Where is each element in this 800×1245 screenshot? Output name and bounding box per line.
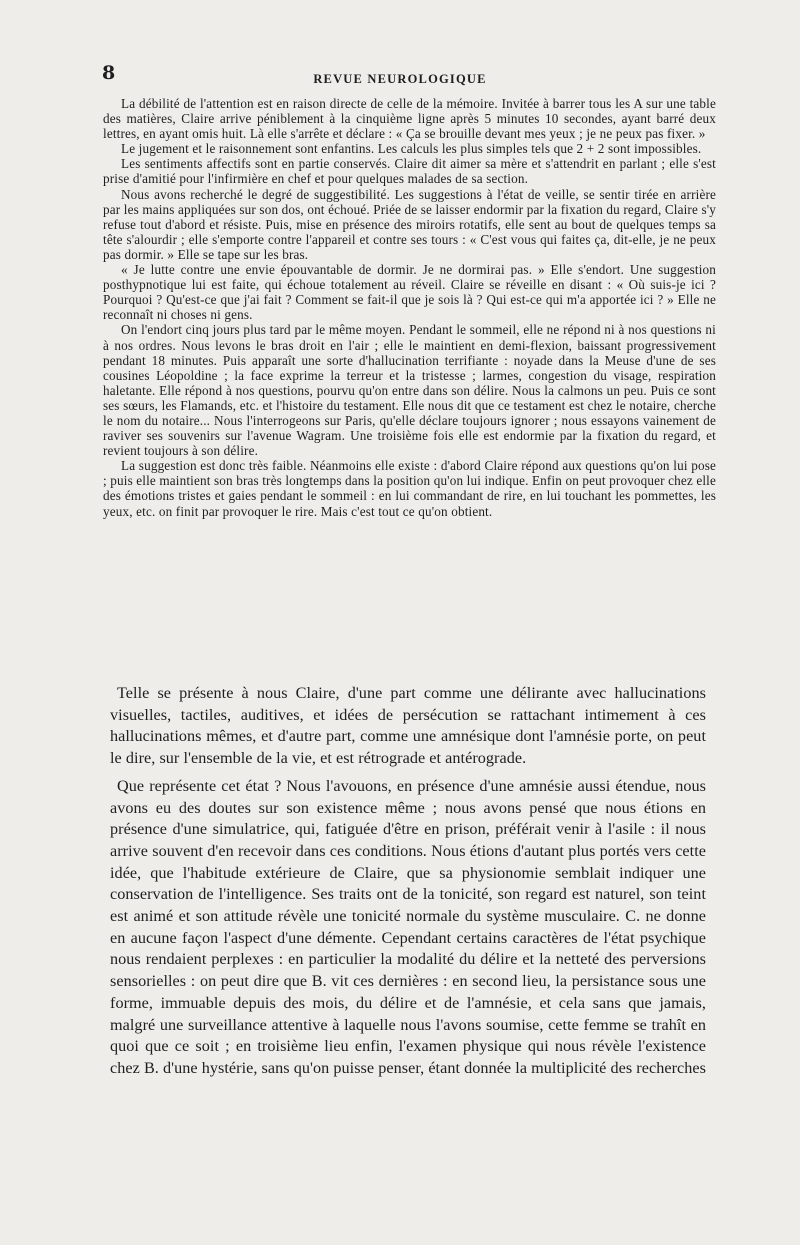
paragraph-suggestion-summary: La suggestion est donc très faible. Néanmoins elle existe : d'abord Claire répond aux questions qu'on lui pose ; puis elle maintient son bras très longtemps dans la position qu'on lui indique. Enfin on peut provoquer chez elle des émotions tristes et gaies pendant le sommeil : en lui commandant de rire, en lui touchant les pommettes, les yeux, etc. on finit par provoquer le rire. Mais c'est tout ce qu'on obtient. <box>103 458 716 519</box>
paragraph-suggestibility: Nous avons recherché le degré de suggestibilité. Les suggestions à l'état de veille, se sentir tirée en arrière par les mains appliquées sur son dos, ont échoué. Priée de se laisser endormir par la fixation du regard, Claire s'y refuse tout d'abord et résiste. Puis, mise en présence des miroirs rotatifs, elle sent au bout de quelques temps sa tête s'alourdir ; elle s'emporte contre l'appareil et contre ses tours : « C'est vous qui faites ça, dit-elle, je ne peux pas dormir. » Elle se tape sur les bras. <box>103 186 716 262</box>
paragraph-interpretation: Que représente cet état ? Nous l'avouons, en présence d'une amnésie aussi étendue, nous avons eu des doutes sur son existence même ; nous avons pensé que nous étions en présence d'une simulatrice, qui, fatiguée d'être en prison, préférait venir à l'asile : il nous arrive souvent d'en recevoir dans ces conditions. Nous étions d'autant plus portés vers cette idée, que l'habitude extérieure de Claire, que sa physionomie semblait indiquer une conservation de l'intelligence. Ses traits ont de la tonicité, son regard est naturel, son teint est animé et son attitude révèle une tonicité normale du système musculaire. C. ne donne en aucune façon l'aspect d'une démente. Cependant certains caractères de l'état psychique nous rendaient perplexes : en particulier la modalité du délire et la netteté des perversions sensorielles : on peut dire que B. vit ces dernières : en second lieu, la persistance sous une forme, immuable depuis des mois, du délire et de l'amnésie, et cela sans que jamais, malgré une surveillance attentive à laquelle nous l'avons soumise, cette femme se trahît en quoi que ce soit ; en troisième lieu enfin, l'examen physique qui nous révèle l'existence chez B. d'une hystérie, sans qu'on puisse penser, étant donnée la multiplicité des recherches <box>110 776 706 1077</box>
paragraph-affective: Les sentiments affectifs sont en partie conservés. Claire dit aimer sa mère et s'attendrit en parlant ; elle s'est prise d'amitié pour l'infirmière en chef et pour quelques malades de sa section. <box>103 156 716 187</box>
paragraph-attention: La débilité de l'attention est en raison directe de celle de la mémoire. Invitée à barrer tous les A sur une table des matières, Claire arrive péniblement à la cinquième ligne après 5 minutes 10 secondes, ayant barré deux lettres, en ayant omis huit. Là elle s'arrête et déclare : « Ça se brouille devant mes yeux ; je ne peux pas fixer. » <box>103 96 716 142</box>
paragraph-judgement: Le jugement et le raisonnement sont enfantins. Les calculs les plus simples tels que 2 + 2 sont impossibles. <box>121 141 702 157</box>
paragraph-second-session: On l'endort cinq jours plus tard par le même moyen. Pendant le sommeil, elle ne répond ni à nos questions ni à nos ordres. Nous levons le bras droit en l'air ; elle le maintient en demi-flexion, baissant progressivement pendant 18 minutes. Puis apparaît une sorte d'hallucination terrifiante : noyade dans la Meuse d'une de ses cousines Léopoldine ; la face exprime la terreur et la tristesse ; larmes, congestion du visage, respiration haletante. Elle répond à nos questions, pourvu qu'on entre dans son délire. Nous la calmons un peu. Puis ce sont ses sœurs, les Flamands, etc. et l'histoire du testament. Elle nous dit que ce testament est chez le notaire, cherche le nom du notaire... Nous l'interrogeons sur Paris, qu'elle déclare toujours ignorer ; nous essayons vainement de raviver ses souvenirs sur l'avenue Wagram. Une troisième fois elle est endormie par la fixation du regard, et revient toujours à son délire. <box>103 322 716 459</box>
running-title: REVUE NEUROLOGIQUE <box>313 72 487 86</box>
discussion-body-text <box>110 683 706 1080</box>
page-number: 8 <box>102 62 116 84</box>
paragraph-sleep: « Je lutte contre une envie épouvantable de dormir. Je ne dormirai pas. » Elle s'endort. Une suggestion posthypnotique lui est faite, qui échoue totalement au réveil. Claire se réveille en disant : « Où suis-je ici ? Pourquoi ? Qu'est-ce que j'ai fait ? Comment se fait-il que je sois là ? Qui est-ce qui m'a apportée ici ? » Elle ne reconnaît ni choses ni gens. <box>103 262 716 323</box>
paragraph-presentation: Telle se présente à nous Claire, d'une part comme une délirante avec hallucinations visuelles, tactiles, auditives, et idées de persécution se rattachant intimement à ces hallucinations mêmes, et d'autre part, comme une amnésique dont l'amnésie porte, on peut le dire, sur l'ensemble de la vie, et est rétrograde et antérograde. <box>110 684 706 768</box>
case-observation-small-print <box>103 96 716 519</box>
